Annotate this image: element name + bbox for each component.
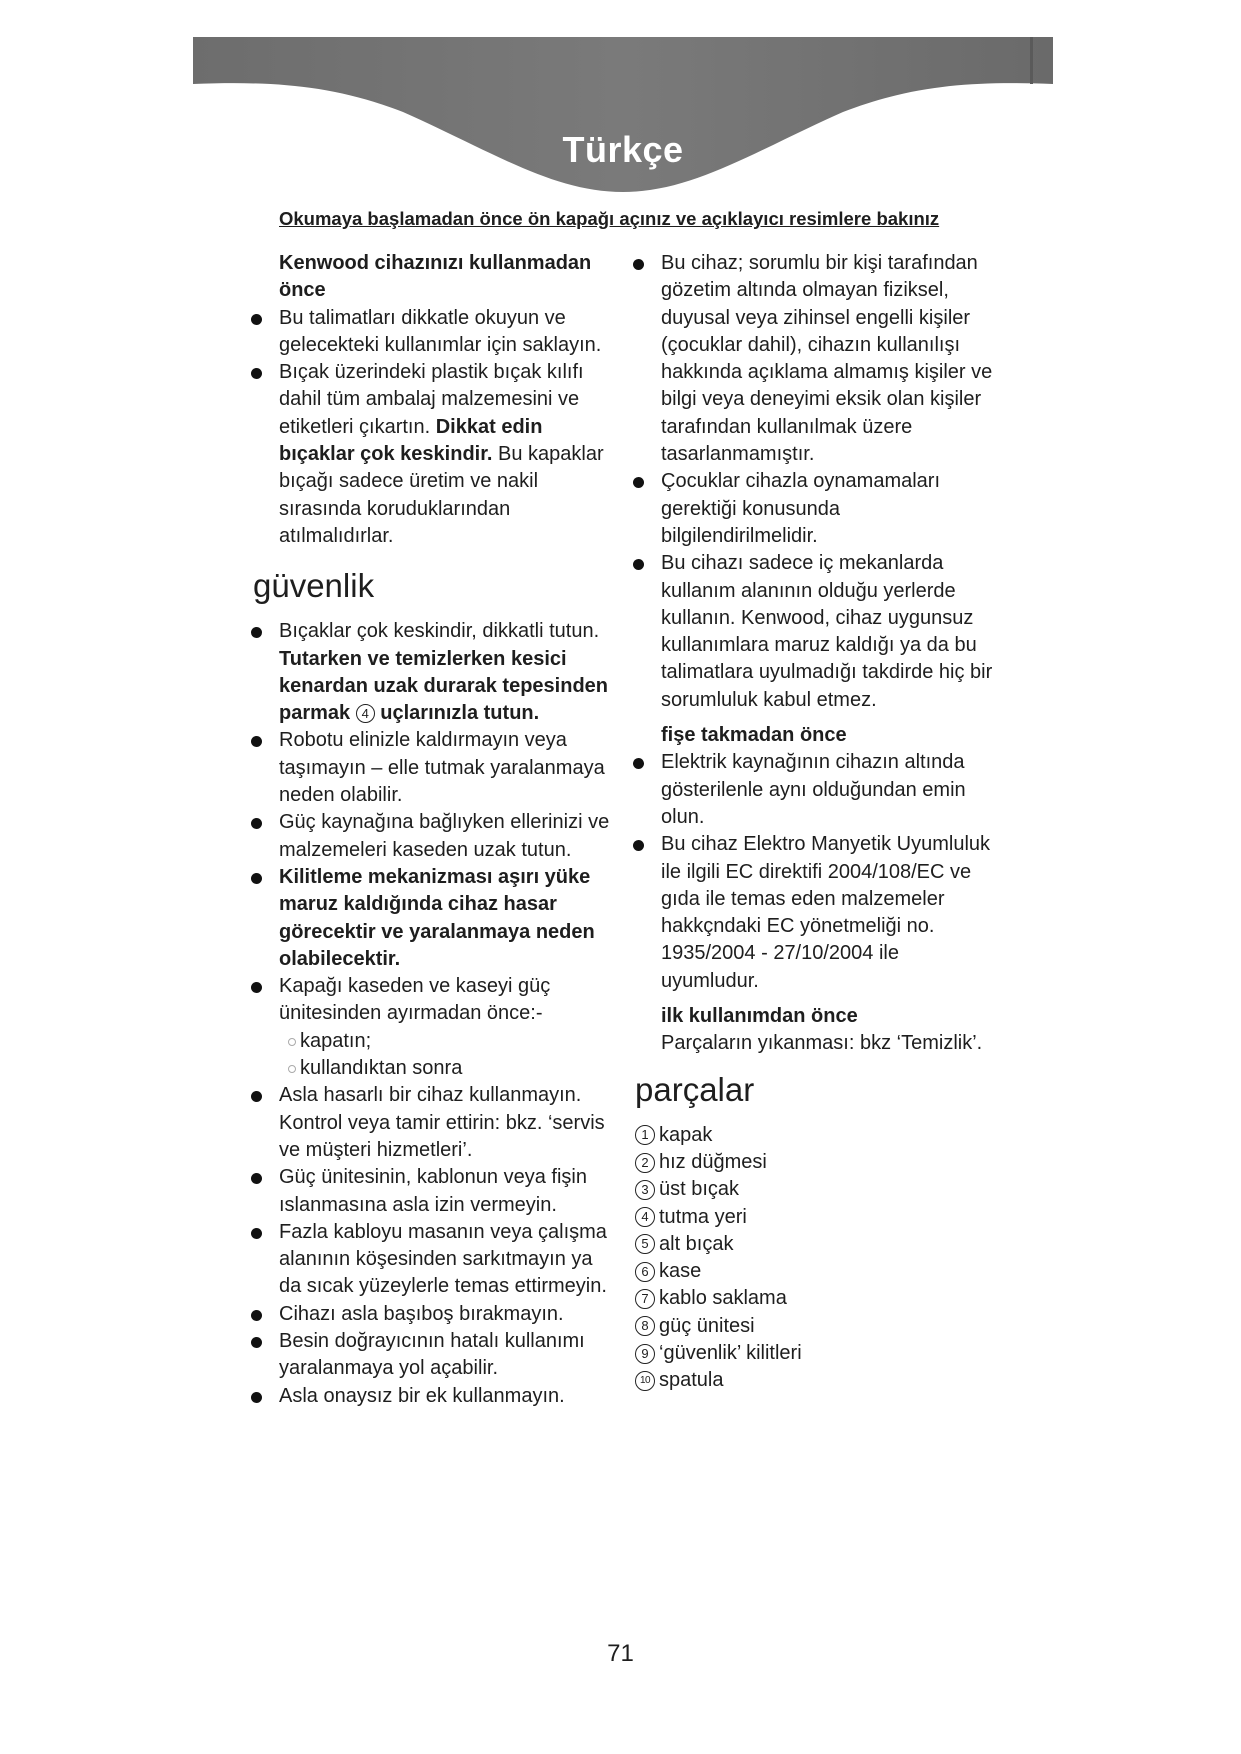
list-item: Kapağı kaseden ve kaseyi güç ünitesinden ayırmadan önce:- [253,973,618,1028]
section-heading-before-use: Kenwood cihazınızı kullanmadan önce [279,252,592,302]
list-item: Bu talimatları dikkatle okuyun ve gelecekteki kullanımlar için saklayın. [253,305,618,360]
list-item: Bu cihaz; sorumlu bir kişi tarafından gözetim altında olmayan fiziksel, duyusal veya zihinsel engelli kişiler (çocuklar dahil), cihazın kullanılışı hakkında açıklama almamış kişiler ve bilgi veya deneyimi eksik olan kişiler tarafından kullanılmak üzere tasarlanmamıştır. [635,250,995,468]
section-title-parts: parçalar [635,1070,755,1108]
list-item: Güç ünitesinin, kablonun veya fişin ıslanmasına asla izin vermeyin. [253,1164,618,1219]
part-number: 3 [635,1180,655,1200]
list-item: Fazla kabloyu masanın veya çalışma alanının köşesinden sarkıtmayın ya da sıcak yüzeylerle temas ettirmeyin. [253,1219,618,1301]
part-number: 7 [635,1289,655,1309]
part-item [635,1176,995,1203]
list-item-text: Bu kapaklar bıçağı sadece üretim ve nakil sırasında koruduklarından atılmalıdırlar. [279,443,604,547]
part-item [635,1285,995,1312]
list-item-warning: uçlarınızla tutun. [380,702,540,725]
part-number: 4 [635,1207,655,1227]
part-number: 2 [635,1153,655,1173]
part-number: 8 [635,1316,655,1336]
part-item [635,1231,995,1258]
list-item: Asla hasarlı bir cihaz kullanmayın. Kontrol veya tamir ettirin: bkz. ‘servis ve müşteri hizmetleri’. [253,1082,618,1164]
list-item-text: Bıçaklar çok keskindir, dikkatli tutun. [279,620,600,643]
section-title-safety: güvenlik [253,567,375,605]
part-number: 10 [635,1371,655,1391]
part-label: üst bıçak [659,1178,740,1201]
part-item [635,1313,995,1340]
sub-list-item: kapatın; [253,1028,618,1055]
list-item: Güç kaynağına bağlıyken ellerinizi ve malzemeleri kaseden uzak tutun. [253,809,618,864]
list-item-text: Bıçak üzerindeki plastik bıçak kılıfı dahil tüm ambalaj malzemesini ve etiketleri çıkartın. [279,361,584,438]
header-banner [193,37,1053,197]
part-item [635,1204,995,1231]
part-label: hız düğmesi [659,1150,767,1173]
list-item: Asla onaysız bir ek kullanmayın. [253,1383,618,1410]
left-column [253,250,618,1410]
part-item [635,1367,995,1394]
part-label: kase [659,1260,702,1283]
header-wave-shape [193,37,1053,197]
part-label: alt bıçak [659,1232,734,1255]
list-item: Kilitleme mekanizması aşırı yüke maruz kaldığında cihaz hasar görecektir ve yaralanmaya neden olabilecektir. [253,864,618,973]
part-item [635,1122,995,1149]
page-number: 71 [607,1640,634,1667]
part-label: tutma yeri [659,1205,747,1228]
part-item [635,1258,995,1285]
list-item: Cihazı asla başıboş bırakmayın. [253,1301,618,1328]
part-label: ‘güvenlik’ kilitleri [659,1341,802,1364]
part-item [635,1340,995,1367]
list-item: Çocuklar cihazla oynamamaları gerektiği konusunda bilgilendirilmelidir. [635,468,995,550]
list-item: Robotu elinizle kaldırmayın veya taşımayın – elle tutmak yaralanmaya neden olabilir. [253,727,618,809]
list-item [253,618,618,727]
intro-instruction: Okumaya başlamadan önce ön kapağı açınız ve açıklayıcı resimlere bakınız [279,208,940,229]
list-item [253,359,618,550]
list-item: Bu cihaz Elektro Manyetik Uyumluluk ile ilgili EC direktifi 2004/108/EC ve gıda ile temas eden malzemeler hakkçndaki EC yönetmeliği no. 1935/2004 - 27/10/2004 ile uyumludur. [635,831,995,995]
part-item [635,1149,995,1176]
parts-list [635,1122,995,1395]
first-use-text: Parçaların yıkanması: bkz ‘Temizlik’. [661,1032,983,1055]
part-number: 1 [635,1125,655,1145]
part-number: 5 [635,1234,655,1254]
part-label: güç ünitesi [659,1314,755,1337]
part-label: spatula [659,1369,724,1392]
section-heading-first-use: ilk kullanımdan önce [661,1005,858,1028]
section-heading-before-plugging: fişe takmadan önce [661,724,847,747]
list-item-warning: Dikkat edin bıçaklar çok keskindir. [279,415,543,466]
part-label: kablo saklama [659,1287,787,1310]
part-label: kapak [659,1123,713,1146]
part-number: 6 [635,1262,655,1282]
page-title: Türkçe [562,129,684,170]
list-item: Bu cihazı sadece iç mekanlarda kullanım alanının olduğu yerlerde kullanın. Kenwood, cihaz uygunsuz kullanımlara maruz kaldığı ya da bu talimatlara uyulmadığı takdirde hiç bir sorumluluk kabul etmez. [635,550,995,714]
list-item: Elektrik kaynağının cihazın altında gösterilenle aynı olduğundan emin olun. [635,749,995,831]
list-item-warning: Tutarken ve temizlerken kesici kenardan uzak durarak tepesinden parmak [279,647,609,725]
part-number: 9 [635,1344,655,1364]
sub-list-item: kullandıktan sonra [253,1055,618,1082]
list-item: Besin doğrayıcının hatalı kullanımı yaralanmaya yol açabilir. [253,1328,618,1383]
right-column [635,250,995,1395]
callout-number: 4 [356,704,375,723]
